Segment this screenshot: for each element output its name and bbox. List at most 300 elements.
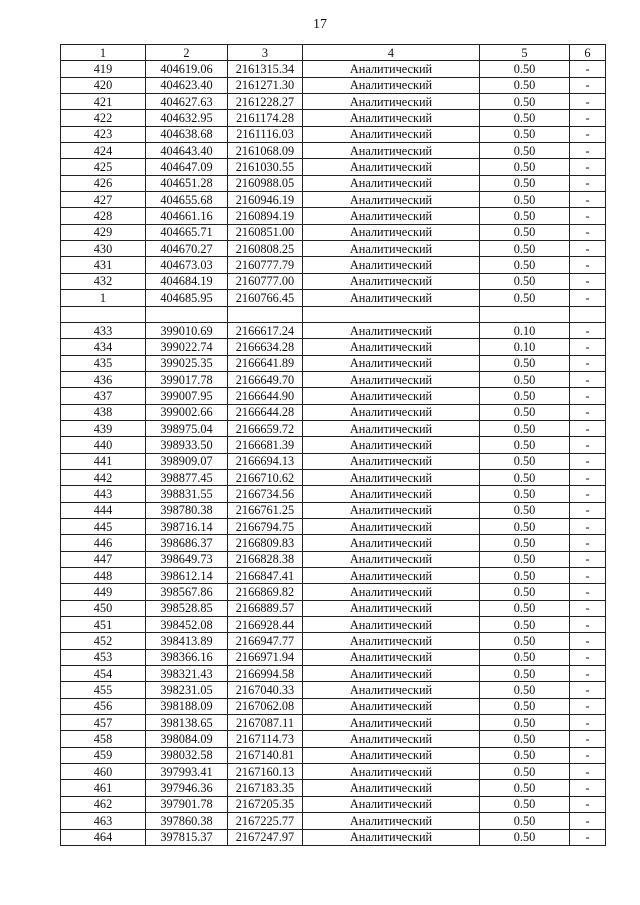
method-cell: Аналитический <box>303 175 480 191</box>
table-row <box>61 241 606 257</box>
method-cell: Аналитический <box>303 617 480 633</box>
point-number-cell: 451 <box>61 617 146 633</box>
accuracy-cell: 0.50 <box>480 617 570 633</box>
x-coordinate-cell: 398084.09 <box>146 731 228 747</box>
method-cell: Аналитический <box>303 273 480 289</box>
note-cell: - <box>570 224 606 240</box>
y-coordinate-cell: 2161068.09 <box>228 143 303 159</box>
method-cell: Аналитический <box>303 322 480 338</box>
note-cell: - <box>570 420 606 436</box>
method-cell: Аналитический <box>303 241 480 257</box>
point-number-cell: 443 <box>61 486 146 502</box>
table-row <box>61 486 606 502</box>
table-row <box>61 584 606 600</box>
method-cell: Аналитический <box>303 371 480 387</box>
point-number-cell: 449 <box>61 584 146 600</box>
table-row <box>61 698 606 714</box>
table-row <box>61 110 606 126</box>
point-number-cell: 448 <box>61 568 146 584</box>
note-cell: - <box>570 813 606 829</box>
y-coordinate-cell: 2166928.44 <box>228 617 303 633</box>
method-cell: Аналитический <box>303 437 480 453</box>
y-coordinate-cell: 2166994.58 <box>228 666 303 682</box>
x-coordinate-cell: 397815.37 <box>146 829 228 845</box>
accuracy-cell: 0.50 <box>480 404 570 420</box>
method-cell: Аналитический <box>303 110 480 126</box>
x-coordinate-cell: 398612.14 <box>146 568 228 584</box>
table-row <box>61 143 606 159</box>
x-coordinate-cell: 398831.55 <box>146 486 228 502</box>
accuracy-cell: 0.50 <box>480 764 570 780</box>
y-coordinate-cell: 2166641.89 <box>228 355 303 371</box>
note-cell: - <box>570 273 606 289</box>
method-cell: Аналитический <box>303 192 480 208</box>
point-number-cell: 455 <box>61 682 146 698</box>
x-coordinate-cell: 398032.58 <box>146 747 228 763</box>
table-row <box>61 273 606 289</box>
coordinates-table <box>60 44 606 846</box>
method-cell: Аналитический <box>303 747 480 763</box>
y-coordinate-cell: 2167040.33 <box>228 682 303 698</box>
note-cell: - <box>570 780 606 796</box>
table-row <box>61 796 606 812</box>
accuracy-cell: 0.50 <box>480 780 570 796</box>
table-row <box>61 649 606 665</box>
table-row <box>61 404 606 420</box>
y-coordinate-cell: 2160894.19 <box>228 208 303 224</box>
x-coordinate-cell: 404665.71 <box>146 224 228 240</box>
note-cell: - <box>570 682 606 698</box>
accuracy-cell: 0.50 <box>480 420 570 436</box>
accuracy-cell: 0.50 <box>480 633 570 649</box>
method-cell: Аналитический <box>303 339 480 355</box>
table-row <box>61 682 606 698</box>
note-cell: - <box>570 208 606 224</box>
note-cell: - <box>570 731 606 747</box>
column-header: 3 <box>228 45 303 61</box>
x-coordinate-cell: 404638.68 <box>146 126 228 142</box>
method-cell: Аналитический <box>303 780 480 796</box>
x-coordinate-cell: 398716.14 <box>146 518 228 534</box>
x-coordinate-cell: 404684.19 <box>146 273 228 289</box>
note-cell: - <box>570 829 606 845</box>
y-coordinate-cell: 2166681.39 <box>228 437 303 453</box>
method-cell: Аналитический <box>303 633 480 649</box>
x-coordinate-cell: 398649.73 <box>146 551 228 567</box>
method-cell <box>303 306 480 322</box>
method-cell: Аналитический <box>303 551 480 567</box>
point-number-cell: 434 <box>61 339 146 355</box>
table-row <box>61 600 606 616</box>
accuracy-cell: 0.50 <box>480 290 570 306</box>
y-coordinate-cell: 2167205.35 <box>228 796 303 812</box>
x-coordinate-cell: 398933.50 <box>146 437 228 453</box>
table-row <box>61 339 606 355</box>
method-cell: Аналитический <box>303 649 480 665</box>
method-cell: Аналитический <box>303 94 480 110</box>
method-cell: Аналитический <box>303 126 480 142</box>
y-coordinate-cell: 2160766.45 <box>228 290 303 306</box>
note-cell: - <box>570 518 606 534</box>
table-row <box>61 94 606 110</box>
table-row <box>61 175 606 191</box>
method-cell: Аналитический <box>303 731 480 747</box>
note-cell: - <box>570 371 606 387</box>
point-number-cell: 450 <box>61 600 146 616</box>
accuracy-cell: 0.50 <box>480 551 570 567</box>
point-number-cell: 459 <box>61 747 146 763</box>
accuracy-cell: 0.50 <box>480 747 570 763</box>
accuracy-cell: 0.50 <box>480 192 570 208</box>
x-coordinate-cell: 397901.78 <box>146 796 228 812</box>
table-header-row <box>61 45 606 61</box>
point-number-cell: 432 <box>61 273 146 289</box>
y-coordinate-cell: 2167225.77 <box>228 813 303 829</box>
point-number-cell: 439 <box>61 420 146 436</box>
accuracy-cell: 0.50 <box>480 600 570 616</box>
point-number-cell: 458 <box>61 731 146 747</box>
y-coordinate-cell: 2161228.27 <box>228 94 303 110</box>
x-coordinate-cell: 398877.45 <box>146 469 228 485</box>
method-cell: Аналитический <box>303 355 480 371</box>
point-number-cell: 424 <box>61 143 146 159</box>
note-cell: - <box>570 453 606 469</box>
note-cell: - <box>570 241 606 257</box>
method-cell: Аналитический <box>303 796 480 812</box>
note-cell: - <box>570 339 606 355</box>
method-cell: Аналитический <box>303 584 480 600</box>
point-number-cell: 460 <box>61 764 146 780</box>
column-header: 2 <box>146 45 228 61</box>
method-cell: Аналитический <box>303 829 480 845</box>
accuracy-cell: 0.50 <box>480 94 570 110</box>
accuracy-cell: 0.50 <box>480 682 570 698</box>
note-cell: - <box>570 617 606 633</box>
method-cell: Аналитический <box>303 224 480 240</box>
column-header: 6 <box>570 45 606 61</box>
accuracy-cell: 0.50 <box>480 731 570 747</box>
y-coordinate-cell: 2166617.24 <box>228 322 303 338</box>
note-cell: - <box>570 126 606 142</box>
note-cell: - <box>570 61 606 77</box>
note-cell: - <box>570 77 606 93</box>
note-cell: - <box>570 110 606 126</box>
table-row <box>61 306 606 322</box>
point-number-cell <box>61 306 146 322</box>
point-number-cell: 435 <box>61 355 146 371</box>
accuracy-cell: 0.50 <box>480 224 570 240</box>
method-cell: Аналитический <box>303 388 480 404</box>
accuracy-cell <box>480 306 570 322</box>
method-cell: Аналитический <box>303 61 480 77</box>
method-cell: Аналитический <box>303 208 480 224</box>
accuracy-cell: 0.50 <box>480 715 570 731</box>
y-coordinate-cell: 2166734.56 <box>228 486 303 502</box>
x-coordinate-cell: 404643.40 <box>146 143 228 159</box>
method-cell: Аналитический <box>303 143 480 159</box>
x-coordinate-cell: 398321.43 <box>146 666 228 682</box>
method-cell: Аналитический <box>303 666 480 682</box>
table-row <box>61 257 606 273</box>
y-coordinate-cell: 2167114.73 <box>228 731 303 747</box>
note-cell: - <box>570 192 606 208</box>
y-coordinate-cell: 2166710.62 <box>228 469 303 485</box>
method-cell: Аналитический <box>303 600 480 616</box>
accuracy-cell: 0.50 <box>480 208 570 224</box>
x-coordinate-cell: 398413.89 <box>146 633 228 649</box>
page-number: 17 <box>313 17 327 32</box>
x-coordinate-cell: 404619.06 <box>146 61 228 77</box>
point-number-cell: 438 <box>61 404 146 420</box>
note-cell: - <box>570 584 606 600</box>
table-row <box>61 502 606 518</box>
point-number-cell: 420 <box>61 77 146 93</box>
x-coordinate-cell: 404627.63 <box>146 94 228 110</box>
table-row <box>61 355 606 371</box>
x-coordinate-cell: 399022.74 <box>146 339 228 355</box>
table-row <box>61 813 606 829</box>
x-coordinate-cell: 398231.05 <box>146 682 228 698</box>
accuracy-cell: 0.50 <box>480 126 570 142</box>
x-coordinate-cell: 404673.03 <box>146 257 228 273</box>
accuracy-cell: 0.50 <box>480 175 570 191</box>
table-row <box>61 568 606 584</box>
y-coordinate-cell <box>228 306 303 322</box>
accuracy-cell: 0.50 <box>480 796 570 812</box>
accuracy-cell: 0.50 <box>480 502 570 518</box>
point-number-cell: 431 <box>61 257 146 273</box>
note-cell: - <box>570 290 606 306</box>
accuracy-cell: 0.50 <box>480 666 570 682</box>
note-cell: - <box>570 469 606 485</box>
y-coordinate-cell: 2166761.25 <box>228 502 303 518</box>
note-cell: - <box>570 764 606 780</box>
accuracy-cell: 0.50 <box>480 355 570 371</box>
method-cell: Аналитический <box>303 469 480 485</box>
x-coordinate-cell: 397860.38 <box>146 813 228 829</box>
x-coordinate-cell: 399025.35 <box>146 355 228 371</box>
point-number-cell: 426 <box>61 175 146 191</box>
accuracy-cell: 0.50 <box>480 110 570 126</box>
y-coordinate-cell: 2160777.00 <box>228 273 303 289</box>
point-number-cell: 429 <box>61 224 146 240</box>
table-row <box>61 715 606 731</box>
point-number-cell: 423 <box>61 126 146 142</box>
x-coordinate-cell: 398528.85 <box>146 600 228 616</box>
method-cell: Аналитический <box>303 502 480 518</box>
accuracy-cell: 0.10 <box>480 322 570 338</box>
accuracy-cell: 0.50 <box>480 829 570 845</box>
table-row <box>61 322 606 338</box>
method-cell: Аналитический <box>303 453 480 469</box>
x-coordinate-cell: 404655.68 <box>146 192 228 208</box>
point-number-cell: 430 <box>61 241 146 257</box>
x-coordinate-cell: 397946.36 <box>146 780 228 796</box>
point-number-cell: 440 <box>61 437 146 453</box>
x-coordinate-cell: 399002.66 <box>146 404 228 420</box>
table-row <box>61 731 606 747</box>
method-cell: Аналитический <box>303 404 480 420</box>
table-row <box>61 453 606 469</box>
note-cell: - <box>570 796 606 812</box>
accuracy-cell: 0.50 <box>480 371 570 387</box>
point-number-cell: 447 <box>61 551 146 567</box>
point-number-cell: 461 <box>61 780 146 796</box>
accuracy-cell: 0.50 <box>480 273 570 289</box>
y-coordinate-cell: 2166809.83 <box>228 535 303 551</box>
method-cell: Аналитический <box>303 698 480 714</box>
x-coordinate-cell: 398452.08 <box>146 617 228 633</box>
point-number-cell: 422 <box>61 110 146 126</box>
y-coordinate-cell: 2161116.03 <box>228 126 303 142</box>
y-coordinate-cell: 2166644.28 <box>228 404 303 420</box>
column-header: 1 <box>61 45 146 61</box>
accuracy-cell: 0.50 <box>480 143 570 159</box>
table-row <box>61 388 606 404</box>
table-row <box>61 437 606 453</box>
method-cell: Аналитический <box>303 535 480 551</box>
y-coordinate-cell: 2167247.97 <box>228 829 303 845</box>
x-coordinate-cell: 404670.27 <box>146 241 228 257</box>
x-coordinate-cell: 404632.95 <box>146 110 228 126</box>
table-body <box>61 61 606 846</box>
y-coordinate-cell: 2166644.90 <box>228 388 303 404</box>
point-number-cell: 436 <box>61 371 146 387</box>
method-cell: Аналитический <box>303 159 480 175</box>
x-coordinate-cell <box>146 306 228 322</box>
y-coordinate-cell: 2167140.81 <box>228 747 303 763</box>
point-number-cell: 442 <box>61 469 146 485</box>
note-cell: - <box>570 94 606 110</box>
accuracy-cell: 0.50 <box>480 388 570 404</box>
table-row <box>61 633 606 649</box>
y-coordinate-cell: 2166971.94 <box>228 649 303 665</box>
y-coordinate-cell: 2167160.13 <box>228 764 303 780</box>
y-coordinate-cell: 2160808.25 <box>228 241 303 257</box>
point-number-cell: 453 <box>61 649 146 665</box>
x-coordinate-cell: 398909.07 <box>146 453 228 469</box>
method-cell: Аналитический <box>303 290 480 306</box>
point-number-cell: 1 <box>61 290 146 306</box>
y-coordinate-cell: 2161315.34 <box>228 61 303 77</box>
accuracy-cell: 0.50 <box>480 649 570 665</box>
point-number-cell: 425 <box>61 159 146 175</box>
point-number-cell: 444 <box>61 502 146 518</box>
note-cell: - <box>570 600 606 616</box>
x-coordinate-cell: 404623.40 <box>146 77 228 93</box>
note-cell: - <box>570 535 606 551</box>
note-cell: - <box>570 404 606 420</box>
y-coordinate-cell: 2161174.28 <box>228 110 303 126</box>
x-coordinate-cell: 398366.16 <box>146 649 228 665</box>
y-coordinate-cell: 2166649.70 <box>228 371 303 387</box>
x-coordinate-cell: 399017.78 <box>146 371 228 387</box>
y-coordinate-cell: 2167183.35 <box>228 780 303 796</box>
method-cell: Аналитический <box>303 77 480 93</box>
note-cell: - <box>570 175 606 191</box>
note-cell: - <box>570 568 606 584</box>
point-number-cell: 456 <box>61 698 146 714</box>
table-row <box>61 224 606 240</box>
table-row <box>61 518 606 534</box>
note-cell: - <box>570 715 606 731</box>
accuracy-cell: 0.50 <box>480 568 570 584</box>
table-row <box>61 208 606 224</box>
y-coordinate-cell: 2166947.77 <box>228 633 303 649</box>
x-coordinate-cell: 398975.04 <box>146 420 228 436</box>
point-number-cell: 446 <box>61 535 146 551</box>
table-row <box>61 420 606 436</box>
point-number-cell: 463 <box>61 813 146 829</box>
table-row <box>61 192 606 208</box>
note-cell: - <box>570 437 606 453</box>
point-number-cell: 462 <box>61 796 146 812</box>
x-coordinate-cell: 398780.38 <box>146 502 228 518</box>
y-coordinate-cell: 2166847.41 <box>228 568 303 584</box>
y-coordinate-cell: 2167062.08 <box>228 698 303 714</box>
x-coordinate-cell: 399007.95 <box>146 388 228 404</box>
accuracy-cell: 0.50 <box>480 469 570 485</box>
point-number-cell: 427 <box>61 192 146 208</box>
accuracy-cell: 0.50 <box>480 61 570 77</box>
y-coordinate-cell: 2167087.11 <box>228 715 303 731</box>
y-coordinate-cell: 2166828.38 <box>228 551 303 567</box>
method-cell: Аналитический <box>303 568 480 584</box>
accuracy-cell: 0.50 <box>480 698 570 714</box>
point-number-cell: 419 <box>61 61 146 77</box>
table-row <box>61 77 606 93</box>
point-number-cell: 464 <box>61 829 146 845</box>
x-coordinate-cell: 404647.09 <box>146 159 228 175</box>
method-cell: Аналитический <box>303 257 480 273</box>
method-cell: Аналитический <box>303 486 480 502</box>
x-coordinate-cell: 399010.69 <box>146 322 228 338</box>
y-coordinate-cell: 2160988.05 <box>228 175 303 191</box>
note-cell: - <box>570 747 606 763</box>
x-coordinate-cell: 398567.86 <box>146 584 228 600</box>
y-coordinate-cell: 2166694.13 <box>228 453 303 469</box>
table-row <box>61 617 606 633</box>
y-coordinate-cell: 2166889.57 <box>228 600 303 616</box>
y-coordinate-cell: 2166794.75 <box>228 518 303 534</box>
y-coordinate-cell: 2160946.19 <box>228 192 303 208</box>
point-number-cell: 421 <box>61 94 146 110</box>
accuracy-cell: 0.50 <box>480 257 570 273</box>
table-row <box>61 747 606 763</box>
table-row <box>61 829 606 845</box>
y-coordinate-cell: 2160851.00 <box>228 224 303 240</box>
x-coordinate-cell: 404651.28 <box>146 175 228 191</box>
y-coordinate-cell: 2160777.79 <box>228 257 303 273</box>
note-cell: - <box>570 355 606 371</box>
y-coordinate-cell: 2161271.30 <box>228 77 303 93</box>
note-cell: - <box>570 486 606 502</box>
table-row <box>61 290 606 306</box>
method-cell: Аналитический <box>303 813 480 829</box>
y-coordinate-cell: 2166634.28 <box>228 339 303 355</box>
table-row <box>61 371 606 387</box>
note-cell: - <box>570 551 606 567</box>
table-row <box>61 469 606 485</box>
x-coordinate-cell: 398138.65 <box>146 715 228 731</box>
x-coordinate-cell: 398686.37 <box>146 535 228 551</box>
accuracy-cell: 0.50 <box>480 535 570 551</box>
column-header: 5 <box>480 45 570 61</box>
accuracy-cell: 0.50 <box>480 453 570 469</box>
method-cell: Аналитический <box>303 518 480 534</box>
accuracy-cell: 0.50 <box>480 437 570 453</box>
accuracy-cell: 0.50 <box>480 241 570 257</box>
